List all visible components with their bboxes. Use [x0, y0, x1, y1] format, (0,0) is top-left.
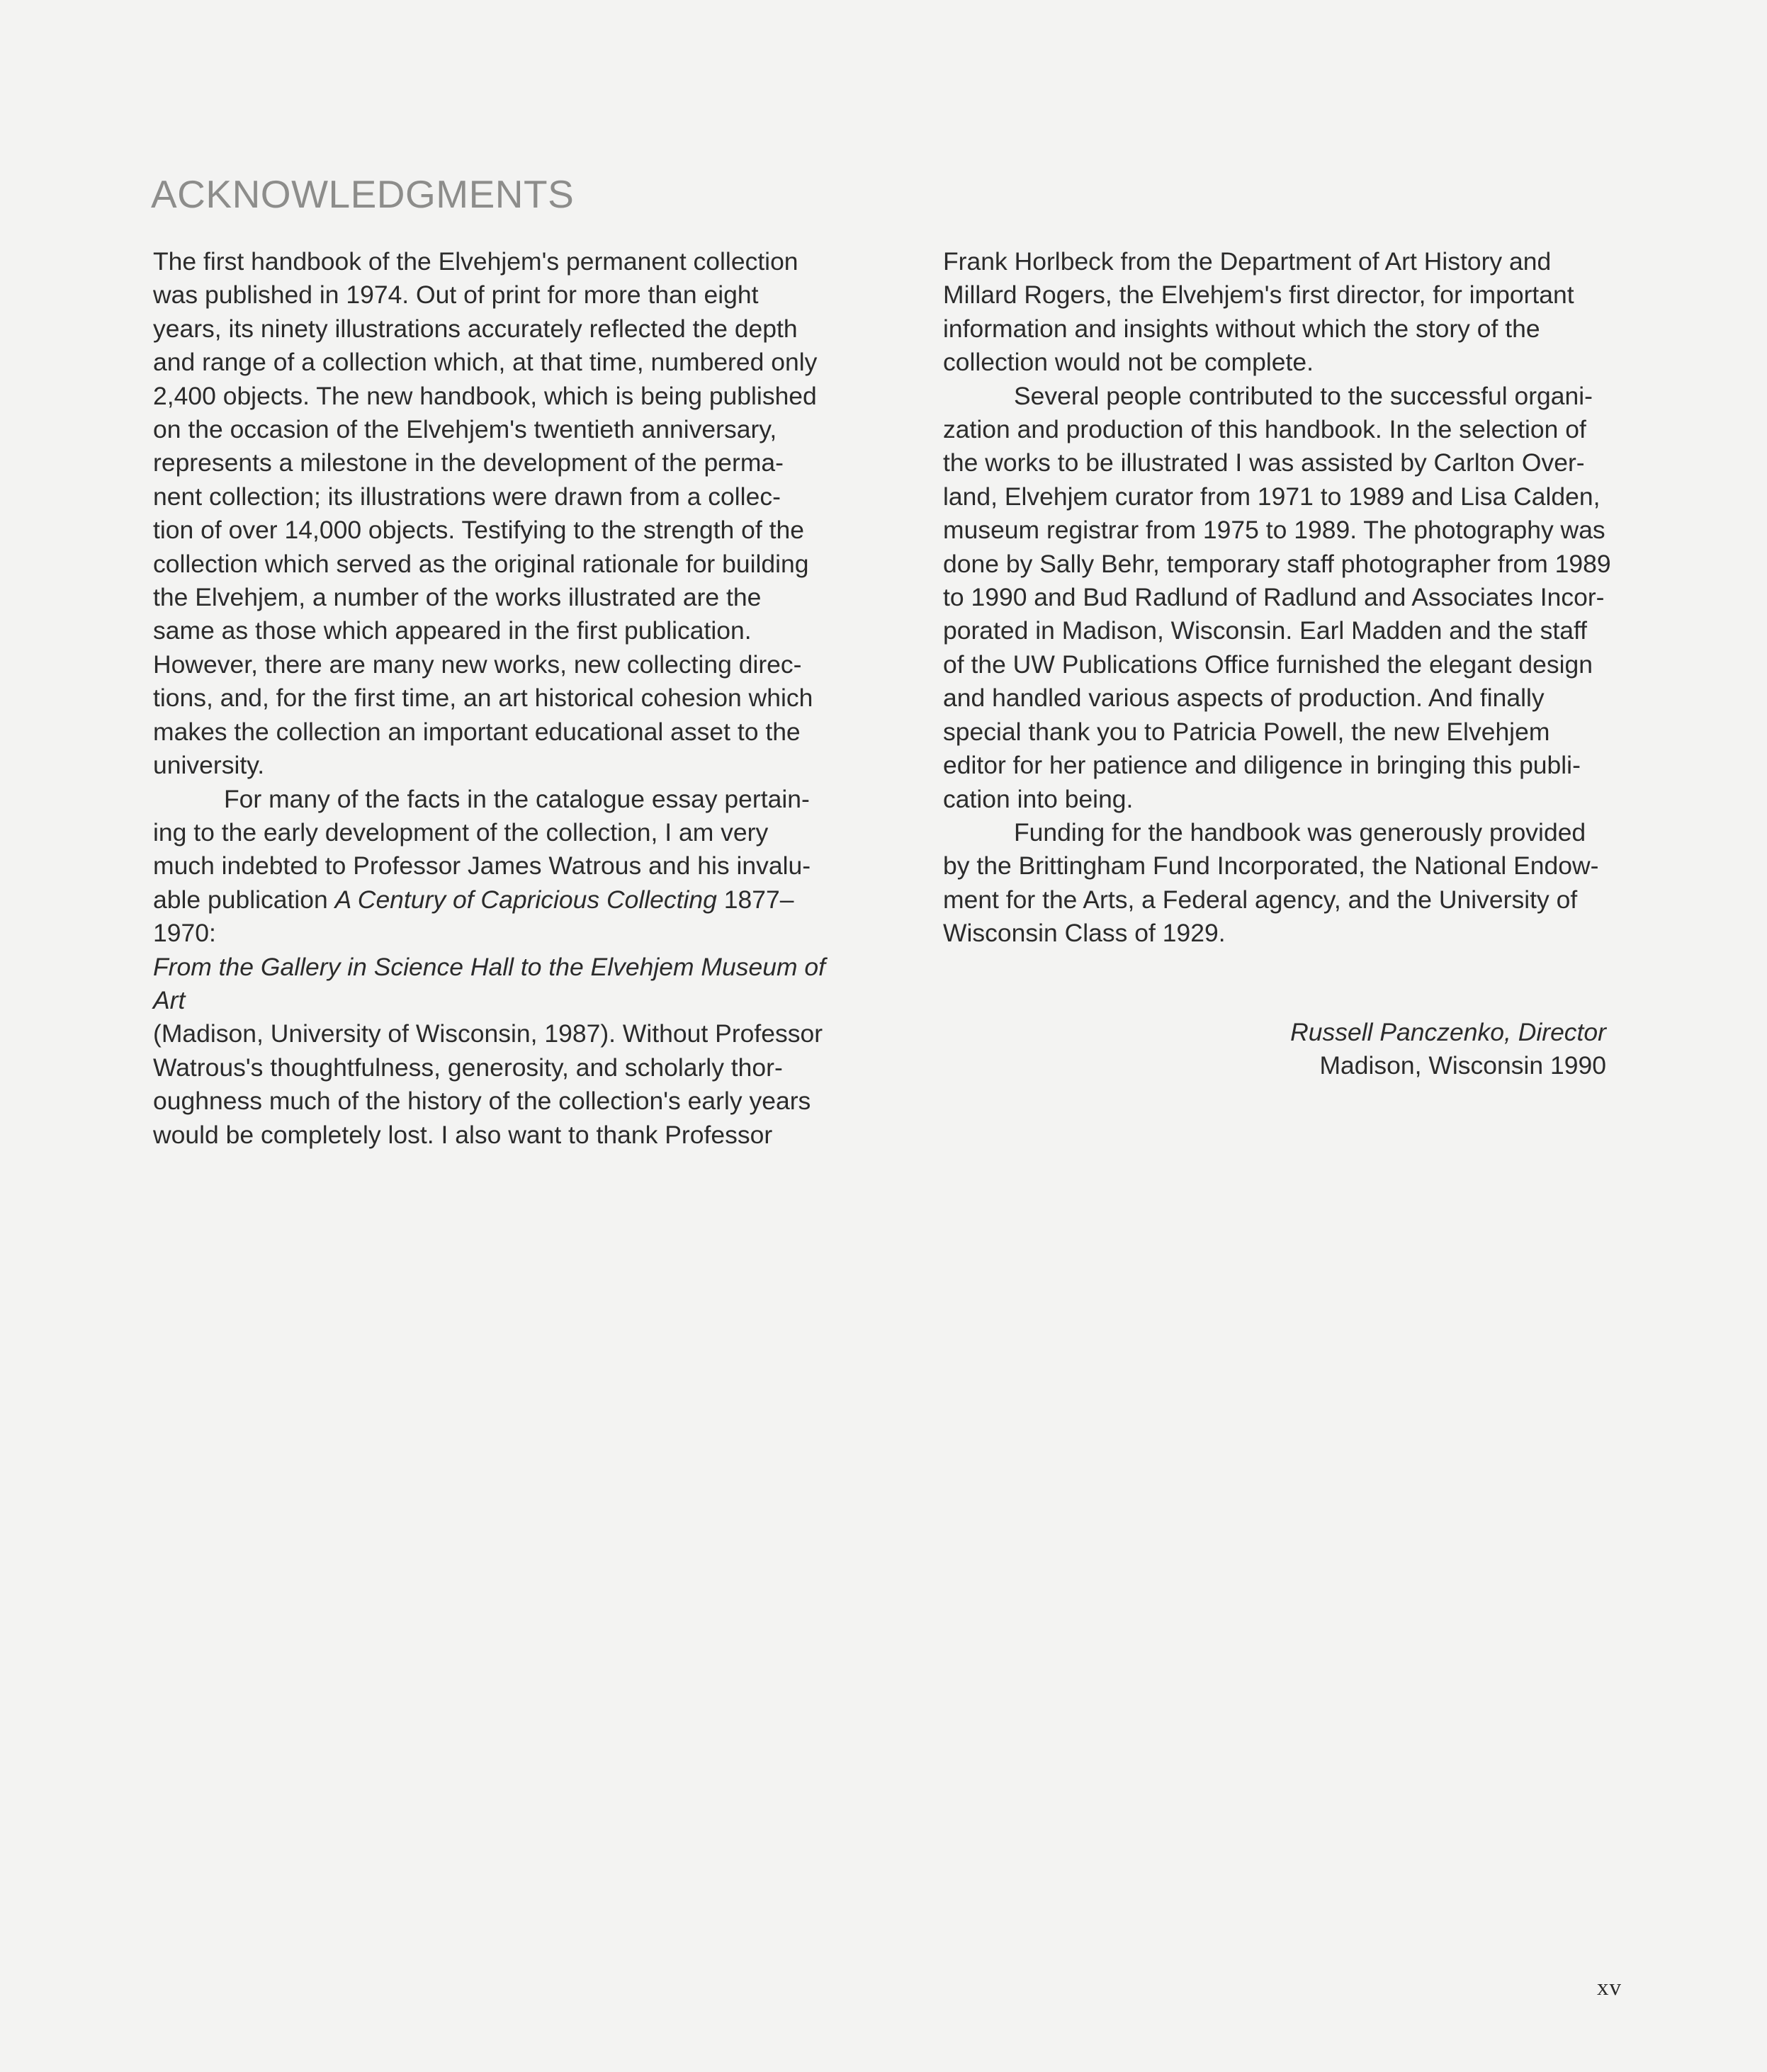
paragraph-sources-text-c: (Madison, University of Wisconsin, 1987). Without Professor Watrous's thoughtfulness, generosity, and scholarly thor- oughness much of the history of the collection's early years would be completely lost. I also want to thank Professor [153, 1019, 823, 1149]
signature-name-line [1176, 1016, 1606, 1049]
paragraph-sources [153, 783, 851, 1152]
book-subtitle-italic: From the Gallery in Science Hall to the Elvehjem Museum of Art [153, 952, 826, 1014]
page-title: ACKNOWLEDGMENTS [151, 172, 575, 216]
signature-place-date: Madison, Wisconsin 1990 [1319, 1051, 1606, 1080]
signature-separator: , [1503, 1018, 1518, 1046]
right-column [943, 245, 1641, 951]
page-number: xv [1597, 1975, 1622, 2000]
book-title-italic: A Century of Capricious Collecting [334, 885, 717, 914]
left-column [153, 245, 851, 1152]
paragraph-sources-text-b: 1877–1970: [153, 885, 794, 948]
signature-role: Director [1518, 1018, 1606, 1046]
signature-block [1176, 1016, 1606, 1083]
paragraph-sources-text-a: For many of the facts in the catalogue essay pertain- ing to the early development of the collection, I am very much indebted to Professor James Watrous and his invalu- able publication [153, 784, 811, 914]
paragraph-contributors: Several people contributed to the successful organi- zation and production of this handbook. In the selection of the works to be illustrated I was assisted by Carlton Over- land, Elvehjem curator from 1971 to 1989 and Lisa Calden, museum registrar from 1975 to 1989. The photography was done by Sally Behr, temporary staff photographer from 1989 to 1990 and Bud Radlund of Radlund and Associates Incor- porated in Madison, Wisconsin. Earl Madden and the staff of the UW Publications Office furnished the elegant design and handled various aspects of production. And finally special thank you to Patricia Powell, the new Elvehjem editor for her patience and diligence in bringing this publi- cation into being. [943, 381, 1611, 813]
paragraph-funding: Funding for the handbook was generously provided by the Brittingham Fund Incorporated, the National Endow- ment for the Arts, a Federal agency, and the University of Wisconsin Class of 1929. [943, 817, 1599, 948]
paragraph-intro: The first handbook of the Elvehjem's permanent collection was published in 1974. Out of print for more than eight years, its ninety illustrations accurately reflected the depth and range of a collection which, at that time, numbered only 2,400 objects. The new handbook, which is being published on the occasion of the Elvehjem's twentieth anniversary, represents a milestone in the development of the perma- nent collection; its illustrations were drawn from a collec- tion of over 14,000 objects. Testifying to the strength of the collection which served as the original rationale for building the Elvehjem, a number of the works illustrated are the same as those which appeared in the first publication. However, there are many new works, new collecting direc- tions, and, for the first time, an art historical cohesion which makes the collection an important educational asset to the university. [153, 247, 818, 780]
signature-name: Russell Panczenko [1290, 1018, 1504, 1046]
paragraph-thanks-continued: Frank Horlbeck from the Department of Art History and Millard Rogers, the Elvehjem's first director, for important information and insights without which the story of the collection would not be complete. [943, 247, 1574, 377]
